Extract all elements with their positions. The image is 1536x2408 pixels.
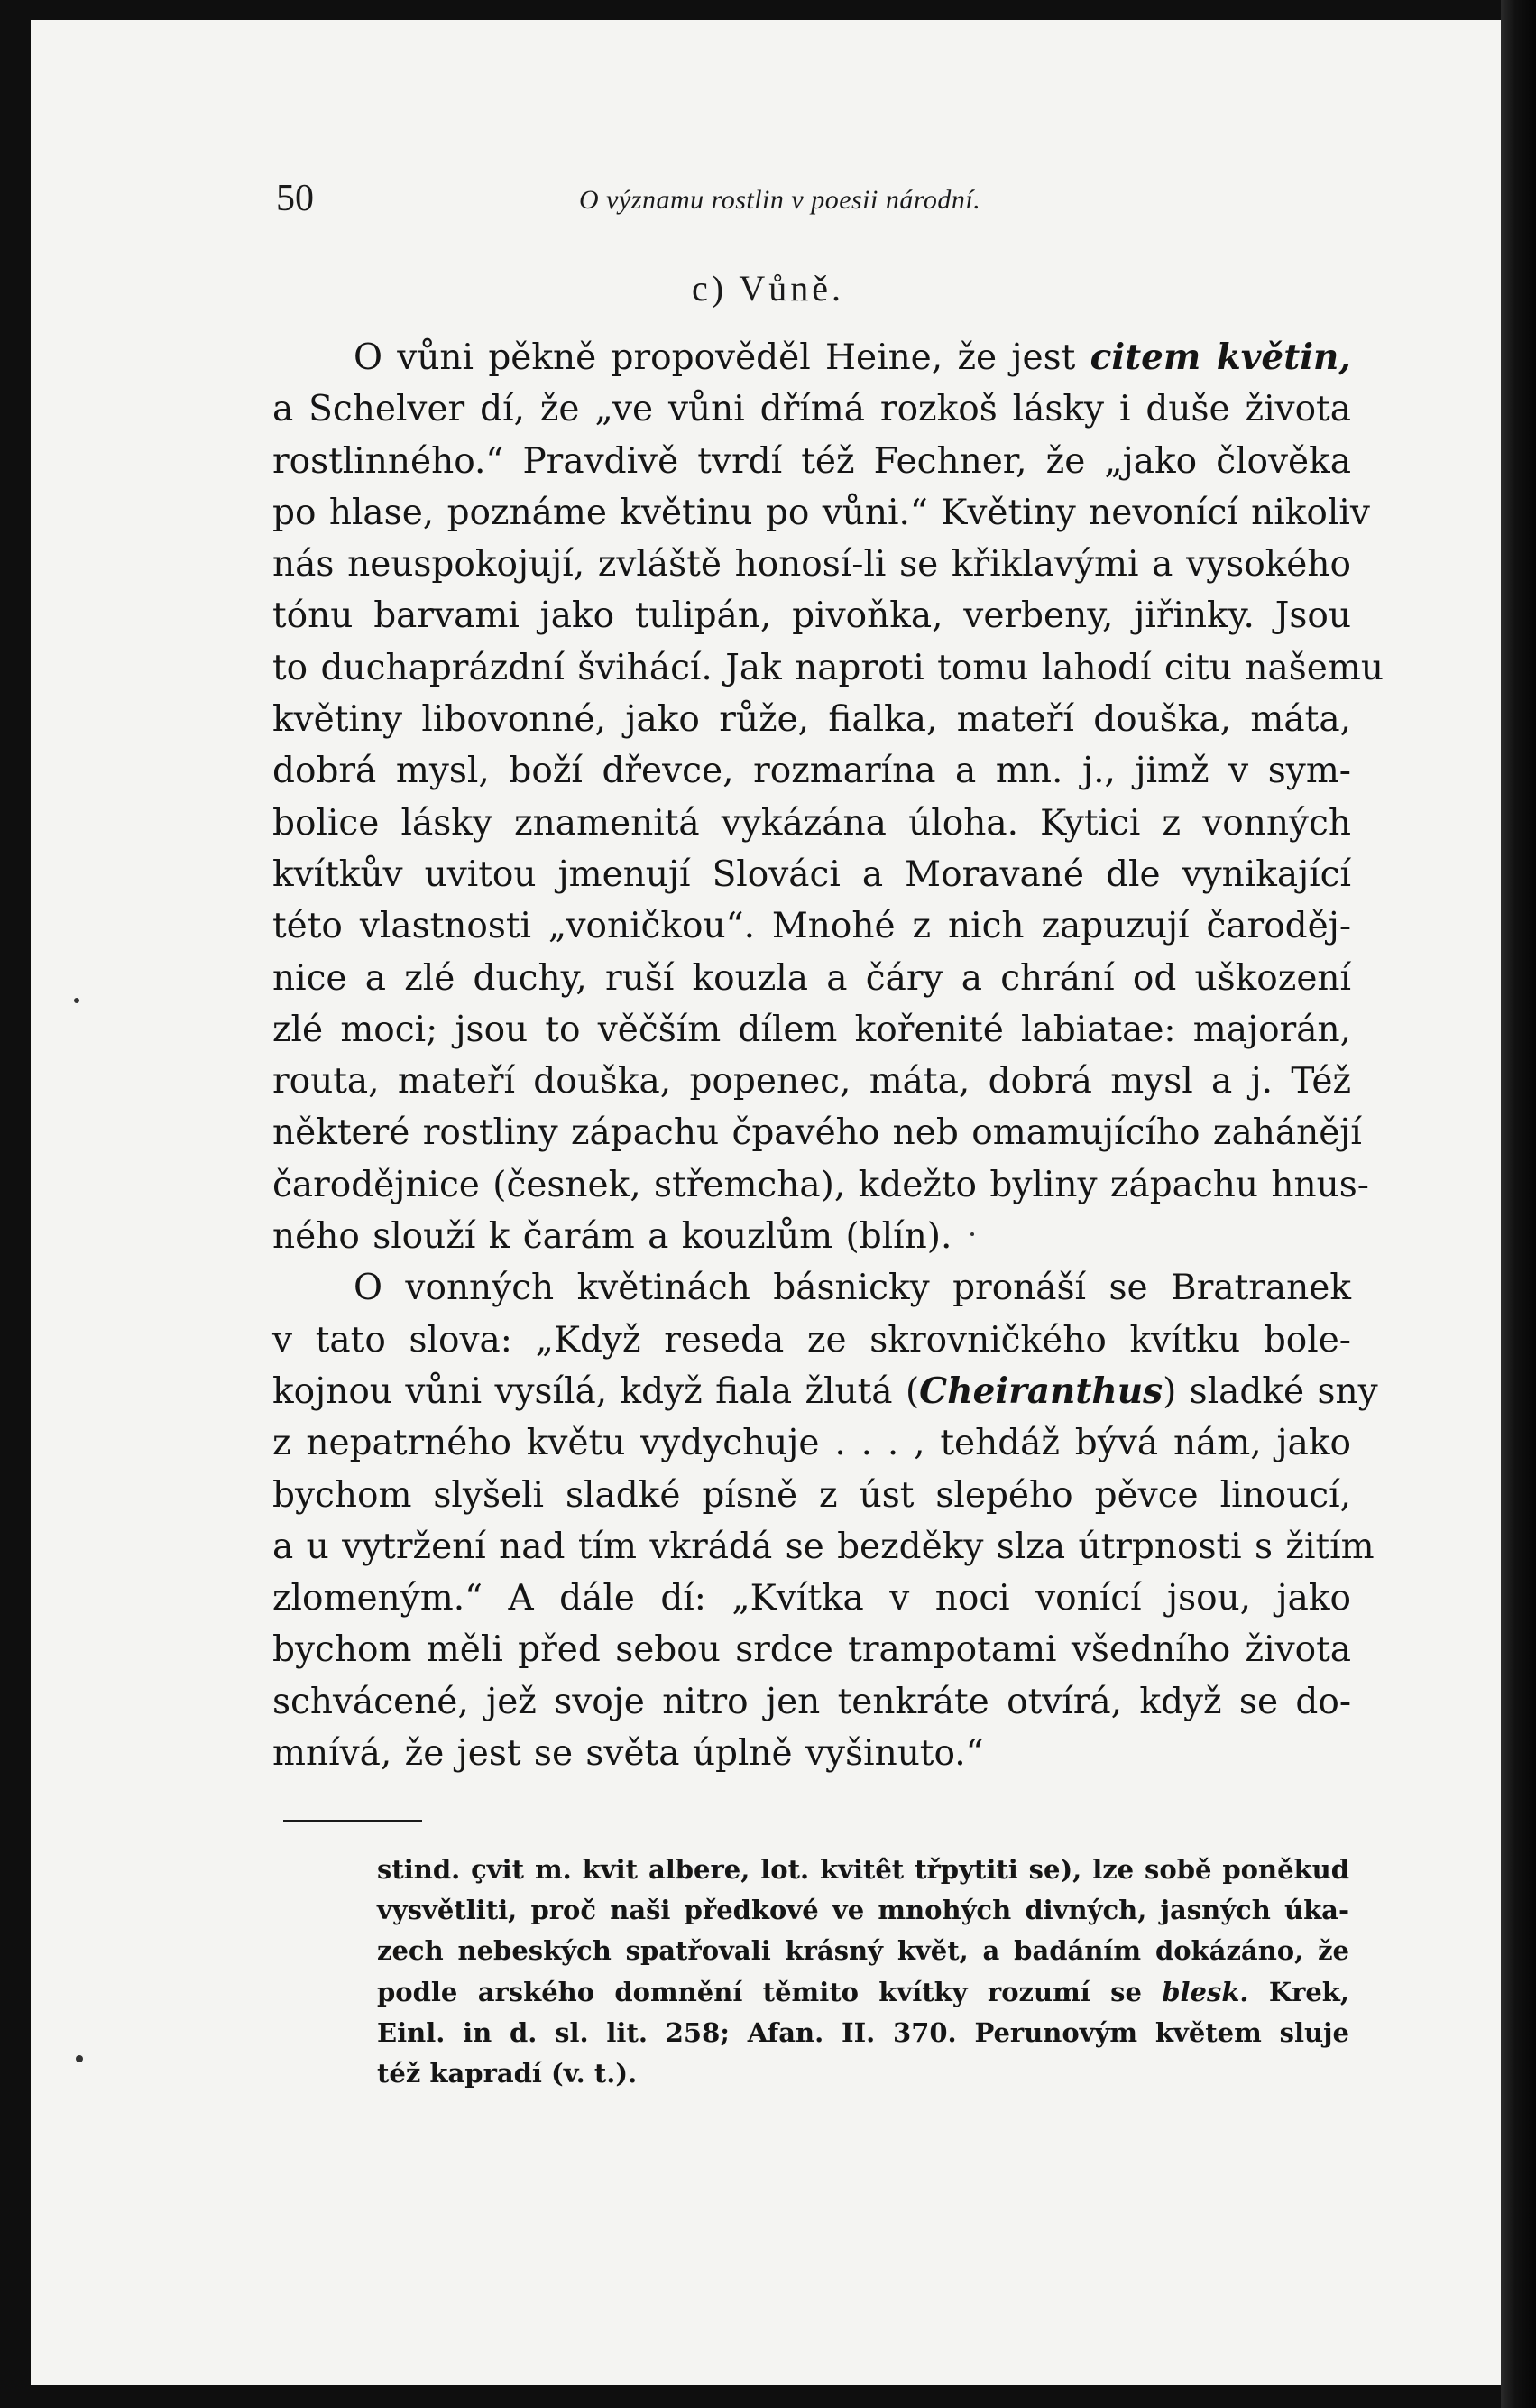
text-line: [272, 590, 1351, 641]
emphasis-text: Cheiranthus: [919, 1370, 1163, 1412]
line-text: některé rostliny zápachu čpavého neb omamujícího zahánějí: [272, 1112, 1362, 1154]
line-text: též kapradí (v. t.).: [377, 2057, 638, 2089]
emphasis-text: citem květin,: [1090, 337, 1351, 378]
line-text: zlé moci; jsou to věčším dílem kořenité labiatae: majorán,: [272, 1009, 1351, 1050]
line-text: Krek,: [1248, 1976, 1349, 2007]
line-text: bychom slyšeli sladké písně z úst slepého pěvce linoucí,: [272, 1474, 1351, 1516]
line-text: čarodějnice (česnek, střemcha), kdežto byliny zápachu hnus-: [272, 1164, 1369, 1205]
footnote-line: [377, 1972, 1349, 2013]
line-text: O vonných květinách básnicky pronáší se Bratranek: [354, 1268, 1351, 1309]
page-header: [276, 171, 1358, 226]
text-line: [272, 1004, 1351, 1056]
page-number: 50: [276, 178, 314, 219]
line-text: tónu barvami jako tulipán, pivoňka, verbeny, jiřinky. Jsou: [272, 595, 1351, 637]
text-line: [272, 1417, 1351, 1469]
line-text: stind. çvit m. kvit albere, lot. kvitêt třpytiti se), lze sobě poněkud: [377, 1854, 1349, 1885]
text-line: [272, 436, 1351, 487]
text-line: [272, 332, 1351, 383]
text-line: [272, 953, 1351, 1004]
text-line: [272, 849, 1351, 900]
body-text: [272, 332, 1384, 1779]
line-text: vysvětliti, proč naši předkové ve mnohých divných, jasných úka-: [377, 1895, 1349, 1926]
line-text: nice a zlé duchy, ruší kouzla a čáry a chrání od uškození: [272, 957, 1351, 999]
scan-speck: [970, 1232, 974, 1236]
line-text: po hlase, poznáme květinu po vůni.“ Květiny nevonící nikoliv: [272, 492, 1370, 533]
text-line: [272, 1676, 1351, 1728]
text-line: [272, 1262, 1351, 1314]
emphasis-text: blesk.: [1162, 1976, 1249, 2007]
line-text: této vlastnosti „voničkou“. Mnohé z nich zapuzují čaroděj-: [272, 906, 1351, 947]
section-heading: c) Vůně.: [692, 268, 844, 309]
text-line: [272, 487, 1370, 539]
footnote-line: [377, 2013, 1349, 2053]
text-line: [272, 1624, 1351, 1675]
text-line: [272, 745, 1351, 797]
line-text: a u vytržení nad tím vkrádá se bezděky slza útrpnosti s žitím: [272, 1526, 1375, 1567]
text-line: [272, 694, 1351, 745]
line-text: kvítkův uvitou jmenují Slováci a Moravané dle vynikající: [272, 853, 1351, 895]
text-line: [272, 1573, 1351, 1624]
text-line: [272, 539, 1351, 590]
line-text: podle arského domnění těmito kvítky rozumí se: [377, 1976, 1163, 2007]
line-text: O vůni pěkně propověděl Heine, že jest: [354, 337, 1090, 378]
text-line: [272, 1470, 1351, 1521]
line-text: mnívá, že jest se světa úplně vyšinuto.“: [272, 1733, 984, 1775]
line-text: bychom měli před sebou srdce trampotami všedního života: [272, 1629, 1351, 1671]
line-text: nás neuspokojují, zvláště honosí-li se křiklavými a vysokého: [272, 544, 1351, 586]
line-text: a Schelver dí, že „ve vůni dřímá rozkoš lásky i duše života: [272, 389, 1351, 430]
text-line: [272, 1107, 1362, 1158]
line-text: ) sladké sny: [1163, 1370, 1378, 1412]
text-line: [272, 1521, 1375, 1573]
text-line: [272, 900, 1351, 952]
running-title: O významu rostlin v poesii národní.: [579, 185, 981, 215]
scan-speck: [76, 2055, 83, 2062]
line-text: routa, mateří douška, popenec, máta, dobrá mysl a j. Též: [272, 1061, 1351, 1103]
text-line: [272, 1159, 1369, 1211]
footnote-line: [377, 2053, 1349, 2094]
line-text: z nepatrného květu vydychuje . . . , tehdáž bývá nám, jako: [272, 1423, 1351, 1464]
footnote-line: [377, 1890, 1349, 1931]
text-line: [272, 1366, 1378, 1417]
line-text: v tato slova: „Když reseda ze skrovničkého kvítku bole-: [272, 1319, 1351, 1361]
scan-edge-strip: [1501, 0, 1536, 2408]
footnote-line: [377, 1850, 1349, 1890]
text-line: [272, 383, 1351, 435]
scan-speck: [74, 998, 79, 1003]
footnote: [377, 1850, 1349, 2094]
footnote-rule: [283, 1820, 422, 1822]
line-text: dobrá mysl, boží dřevce, rozmarína a mn. j., jimž v sym-: [272, 751, 1351, 792]
line-text: bolice lásky znamenitá vykázána úloha. Kytici z vonných: [272, 802, 1351, 844]
footnote-line: [377, 1931, 1349, 1971]
text-line: [272, 798, 1351, 849]
line-text: zech nebeských spatřovali krásný květ, a badáním dokázáno, že: [377, 1935, 1349, 1967]
line-text: schvácené, jež svoje nitro jen tenkráte otvírá, když se do-: [272, 1681, 1351, 1722]
line-text: květiny libovonné, jako růže, fialka, mateří douška, máta,: [272, 699, 1351, 741]
line-text: Einl. in d. sl. lit. 258; Afan. II. 370. Perunovým květem sluje: [377, 2016, 1349, 2048]
line-text: kojnou vůni vysílá, když fiala žlutá (: [272, 1370, 920, 1412]
text-line: [272, 1211, 1351, 1262]
text-line: [272, 1315, 1351, 1366]
line-text: zlomeným.“ A dále dí: „Kvítka v noci vonící jsou, jako: [272, 1578, 1351, 1619]
line-text: to duchaprázdní švihácí. Jak naproti tomu lahodí citu našemu: [272, 647, 1384, 688]
line-text: ného slouží k čarám a kouzlům (blín).: [272, 1216, 952, 1258]
line-text: rostlinného.“ Pravdivě tvrdí též Fechner, že „jako člověka: [272, 440, 1351, 482]
text-line: [272, 642, 1384, 694]
text-line: [272, 1056, 1351, 1107]
text-line: [272, 1728, 1351, 1779]
